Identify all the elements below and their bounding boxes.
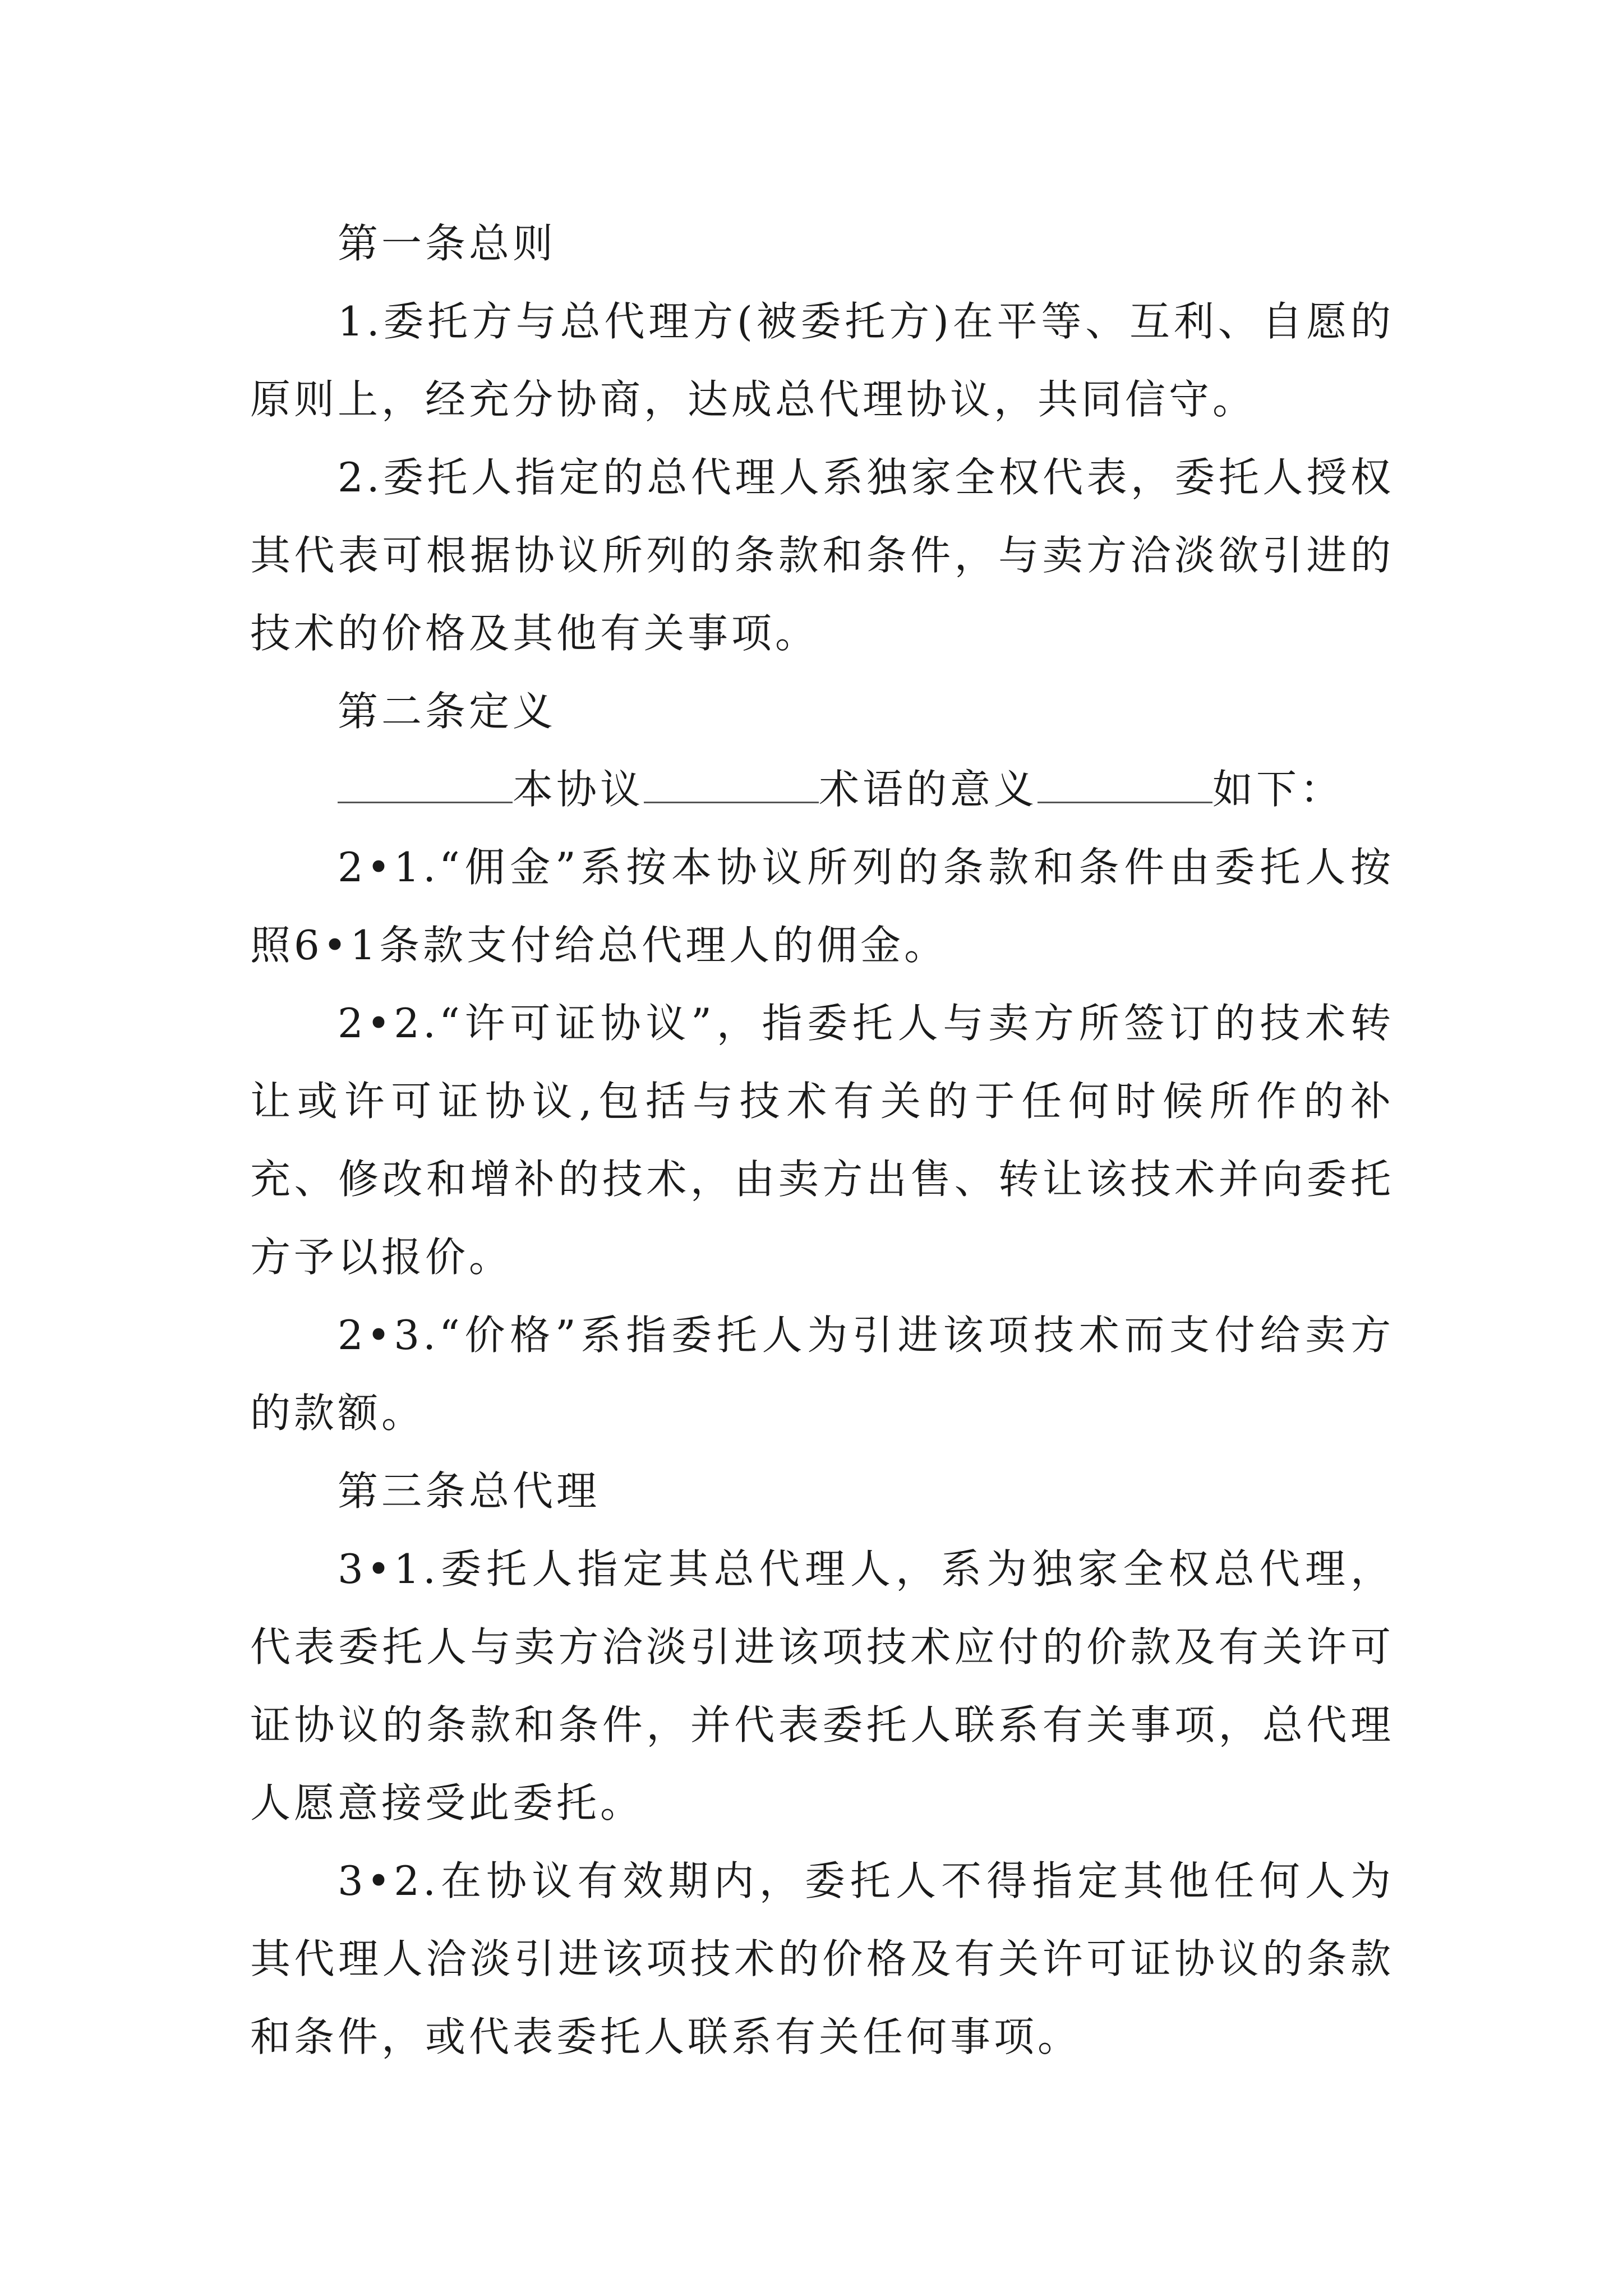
- article-2-paragraph-2: 2•2.“许可证协议”，指委托人与卖方所签订的技术转让或许可证协议,包括与技术有关的于任何时候所作的补充、修改和增补的技术，由卖方出售、转让该技术并向委托方予以报价。: [250, 1000, 1394, 1281]
- article-2-paragraph-3: 2•3.“价格”系指委托人为引进该项技术而支付给卖方的款额。: [250, 1312, 1394, 1437]
- definition-part-2: 术语的意义: [819, 766, 1038, 813]
- article-1-heading: 第一条总则: [338, 220, 557, 267]
- definition-part-1: 本协议: [513, 766, 644, 813]
- document-body: [250, 205, 1394, 2076]
- article-3-paragraph-1: 3•1.委托人指定其总代理人，系为独家全权总代理，代表委托人与卖方洽淡引进该项技术应付的价款及有关许可证协议的条款和条件，并代表委托人联系有关事项，总代理人愿意接受此委托。: [250, 1545, 1394, 1826]
- article-1-paragraph-1: 1.委托方与总代理方(被委托方)在平等、互利、自愿的原则上，经充分协商，达成总代理协议，共同信守。: [250, 298, 1394, 423]
- article-1-paragraph-2: 2.委托人指定的总代理人系独家全权代表，委托人授权其代表可根据协议所列的条款和条件，与卖方洽淡欲引进的技术的价格及其他有关事项。: [250, 454, 1394, 657]
- blank-line-3: [1038, 768, 1212, 803]
- blank-line-2: [644, 768, 819, 803]
- definition-part-3: 如下：: [1212, 766, 1344, 813]
- article-2-heading: 第二条定义: [338, 688, 557, 735]
- blank-line-1: [338, 768, 513, 803]
- article-3-heading: 第三条总代理: [338, 1467, 601, 1515]
- definition-line: [250, 751, 1394, 829]
- article-2-paragraph-1: 2•1.“佣金”系按本协议所列的条款和条件由委托人按照6•1条款支付给总代理人的佣金。: [250, 844, 1394, 969]
- article-3-paragraph-2: 3•2.在协议有效期内，委托人不得指定其他任何人为其代理人洽淡引进该项技术的价格及有关许可证协议的条款和条件，或代表委托人联系有关任何事项。: [250, 1857, 1394, 2060]
